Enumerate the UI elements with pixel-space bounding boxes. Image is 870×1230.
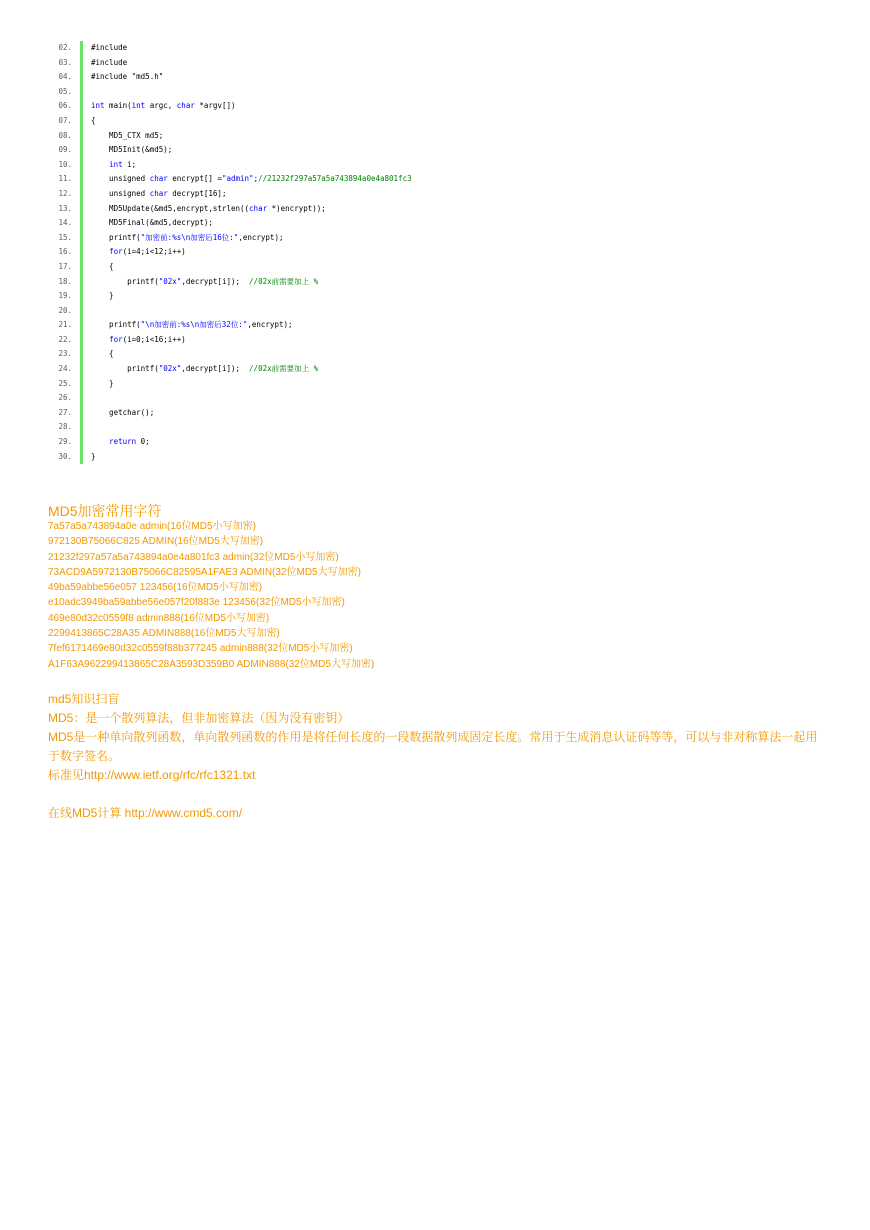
- code-token: #include: [91, 43, 128, 52]
- line-number: 13.: [58, 203, 72, 213]
- code-text: [91, 333, 186, 348]
- code-token: ,encrypt);: [247, 320, 293, 330]
- line-number: 24.: [58, 364, 72, 374]
- code-token: printf(: [91, 276, 159, 286]
- code-token: ;: [253, 174, 259, 184]
- code-line: [0, 420, 870, 435]
- code-keyword: int: [109, 159, 123, 169]
- gutter-bar: [80, 260, 83, 275]
- code-token: unsigned: [91, 188, 150, 198]
- gutter-bar: [80, 362, 83, 377]
- code-line: [0, 289, 870, 304]
- code-text: [91, 172, 412, 187]
- code-line: [0, 245, 870, 260]
- code-text: [91, 318, 293, 333]
- hash-entry: 2299413865C28A35 ADMIN888(16位MD5大写加密): [48, 628, 280, 640]
- hash-entry: 972130B75066C825 ADMIN(16位MD5大写加密): [48, 536, 264, 548]
- line-number: 06.: [58, 101, 72, 111]
- code-text: [91, 129, 163, 144]
- hash-entry: e10adc3949ba59abbe56e057f20f883e 123456(32位MD5小写加密): [48, 597, 345, 609]
- code-text: [91, 231, 283, 246]
- code-text: [91, 260, 114, 275]
- line-number: 10.: [58, 159, 72, 169]
- code-line: [0, 231, 870, 246]
- line-number: 23.: [58, 349, 72, 359]
- line-number: 05.: [58, 86, 72, 96]
- code-token: main(: [104, 101, 132, 111]
- code-token: MD5Update(&md5,encrypt,strlen((: [91, 203, 250, 213]
- code-token: printf(: [91, 320, 141, 330]
- line-number: 18.: [58, 276, 72, 286]
- gutter-bar: [80, 377, 83, 392]
- knowledge-line-description: MD5是一种单向散列函数，单向散列函数的作用是将任何长度的一段数据散列成固定长度。常用于生成消息认证码等等，可以与非对称算法一起用于数字签名。: [48, 730, 818, 763]
- line-number: 15.: [58, 232, 72, 242]
- code-keyword: char: [149, 188, 168, 198]
- line-number: 30.: [58, 451, 72, 461]
- code-keyword: int: [131, 101, 146, 111]
- code-token: MD5Final(&md5,decrypt);: [91, 218, 213, 228]
- code-text: [91, 114, 96, 129]
- gutter-bar: [80, 231, 83, 246]
- code-keyword: char: [149, 174, 168, 184]
- gutter-bar: [80, 70, 83, 85]
- code-line: [0, 362, 870, 377]
- gutter-bar: [80, 450, 83, 465]
- code-token: [91, 247, 109, 256]
- code-line: [0, 99, 870, 114]
- code-text: [91, 450, 96, 465]
- code-token: printf(: [91, 232, 141, 242]
- code-string: "加密前:%s\n加密后16位:": [140, 232, 239, 242]
- gutter-bar: [80, 41, 83, 56]
- code-token: }: [91, 451, 96, 461]
- code-line: [0, 275, 870, 290]
- code-line: [0, 435, 870, 450]
- code-token: encrypt[] =: [167, 174, 222, 184]
- code-comment: //21232f297a57a5a743894a0e4a801fc3: [258, 174, 412, 184]
- code-line: [0, 377, 870, 392]
- gutter-bar: [80, 129, 83, 144]
- line-number: 17.: [58, 261, 72, 271]
- hash-entry: 7fef6171469e80d32c0559f88b377245 admin888(32位MD5小写加密): [48, 643, 353, 655]
- gutter-bar: [80, 245, 83, 260]
- gutter-bar: [80, 187, 83, 202]
- code-text: [91, 41, 127, 56]
- code-string: "\n加密前:%s\n加密后32位:": [140, 320, 248, 330]
- code-line: [0, 333, 870, 348]
- code-line: [0, 450, 870, 465]
- gutter-bar: [80, 347, 83, 362]
- code-line: [0, 391, 870, 406]
- code-text: [91, 435, 150, 450]
- code-keyword: char: [249, 203, 268, 213]
- code-line: [0, 172, 870, 187]
- code-comment: //02x前需要加上 %: [249, 364, 319, 374]
- line-number: 04.: [58, 72, 72, 82]
- line-number: 19.: [58, 291, 72, 301]
- gutter-bar: [80, 289, 83, 304]
- code-text: [91, 289, 114, 304]
- code-line: [0, 260, 870, 275]
- code-line: [0, 70, 870, 85]
- code-line: [0, 187, 870, 202]
- code-token: ,encrypt);: [238, 232, 284, 242]
- code-token: [91, 160, 109, 169]
- knowledge-line-standard[interactable]: 标准见http://www.ietf.org/rfc/rfc1321.txt: [48, 768, 256, 782]
- section-title: MD5加密常用字符: [48, 503, 162, 519]
- line-number: 07.: [58, 115, 72, 125]
- code-token: unsigned: [91, 174, 150, 184]
- gutter-bar: [80, 420, 83, 435]
- line-number: 21.: [58, 320, 72, 330]
- code-token: #include "md5.h": [91, 72, 164, 82]
- code-token: *argv[]): [194, 101, 236, 111]
- gutter-bar: [80, 172, 83, 187]
- line-number: 26.: [58, 393, 72, 403]
- code-keyword: char: [176, 101, 195, 111]
- code-token: }: [91, 291, 114, 301]
- hash-entry: 7a57a5a743894a0e admin(16位MD5小写加密): [48, 521, 256, 532]
- gutter-bar: [80, 406, 83, 421]
- code-keyword: int: [91, 101, 105, 111]
- code-token: [91, 335, 109, 344]
- code-text: [91, 158, 136, 173]
- code-text: [91, 70, 163, 85]
- line-number: 16.: [58, 247, 72, 257]
- code-line: [0, 406, 870, 421]
- code-keyword: return: [109, 437, 137, 447]
- code-token: MD5_CTX md5;: [91, 130, 164, 140]
- code-token: (i=0;i<16;i++): [122, 334, 186, 344]
- gutter-bar: [80, 85, 83, 100]
- knowledge-title: md5知识扫盲: [48, 692, 120, 706]
- hash-list: [48, 519, 828, 672]
- code-token: i;: [122, 159, 137, 169]
- code-text: [91, 56, 127, 71]
- code-line: [0, 143, 870, 158]
- code-text: [91, 245, 186, 260]
- hash-entry: A1F63A962299413865C28A3593D359B0 ADMIN888(32位MD5大写加密): [48, 658, 375, 670]
- code-string: "admin": [221, 174, 254, 184]
- gutter-bar: [80, 143, 83, 158]
- code-token: {: [91, 115, 96, 125]
- hash-entry: 49ba59abbe56e057 123456(16位MD5小写加密): [48, 582, 263, 594]
- code-token: argc,: [145, 101, 177, 111]
- code-line: [0, 85, 870, 100]
- line-number: 27.: [58, 407, 72, 417]
- code-text: [91, 406, 154, 421]
- line-number: 14.: [58, 218, 72, 228]
- line-number: 29.: [58, 437, 72, 447]
- code-line: [0, 318, 870, 333]
- code-token: *)encrypt));: [267, 203, 326, 213]
- hash-entry: 469e80d32c0559f8 admin888(16位MD5小写加密): [48, 612, 270, 624]
- line-number: 09.: [58, 145, 72, 155]
- gutter-bar: [80, 333, 83, 348]
- gutter-bar: [80, 158, 83, 173]
- code-token: #include: [91, 57, 128, 67]
- line-number: 28.: [58, 422, 72, 432]
- code-string: "02x": [158, 364, 182, 374]
- code-line: [0, 114, 870, 129]
- code-token: {: [91, 261, 114, 271]
- code-line: [0, 129, 870, 144]
- line-number: 12.: [58, 188, 72, 198]
- online-md5-link[interactable]: 在线MD5计算 http://www.cmd5.com/: [48, 806, 243, 820]
- gutter-bar: [80, 318, 83, 333]
- line-number: 03.: [58, 57, 72, 67]
- code-string: "02x": [158, 276, 182, 286]
- code-line: [0, 216, 870, 231]
- line-number: 11.: [58, 174, 72, 184]
- code-comment: //02x前需要加上 %: [249, 276, 319, 286]
- gutter-bar: [80, 56, 83, 71]
- hash-entry: 21232f297a57a5a743894a0e4a801fc3 admin(32位MD5小写加密): [48, 551, 339, 563]
- code-text: [91, 377, 114, 392]
- code-token: ,decrypt[i]);: [181, 364, 250, 374]
- code-token: {: [91, 349, 114, 359]
- hash-entry: 73ACD9A5972130B75066C82595A1FAE3 ADMIN(32位MD5大写加密): [48, 566, 361, 578]
- knowledge-section: [48, 690, 823, 785]
- line-number: 20.: [58, 305, 72, 315]
- code-line: [0, 304, 870, 319]
- code-keyword: for: [109, 334, 123, 344]
- gutter-bar: [80, 275, 83, 290]
- code-token: MD5Init(&md5);: [91, 145, 173, 155]
- code-token: printf(: [91, 364, 159, 374]
- line-number: 25.: [58, 378, 72, 388]
- code-text: [91, 143, 172, 158]
- gutter-bar: [80, 114, 83, 129]
- code-text: [91, 187, 226, 202]
- code-line: [0, 202, 870, 217]
- code-keyword: for: [109, 247, 123, 257]
- gutter-bar: [80, 216, 83, 231]
- gutter-bar: [80, 435, 83, 450]
- code-text: [91, 99, 236, 114]
- line-number: 22.: [58, 334, 72, 344]
- code-token: getchar();: [91, 407, 155, 417]
- code-token: [91, 437, 109, 446]
- gutter-bar: [80, 304, 83, 319]
- code-token: (i=4;i<12;i++): [122, 247, 186, 257]
- code-token: }: [91, 378, 114, 388]
- line-number: 02.: [58, 43, 72, 52]
- line-number: 08.: [58, 130, 72, 140]
- code-line: [0, 56, 870, 71]
- code-text: [91, 202, 326, 217]
- code-text: [91, 275, 318, 290]
- code-token: ,decrypt[i]);: [181, 276, 250, 286]
- gutter-bar: [80, 391, 83, 406]
- code-text: [91, 216, 213, 231]
- gutter-bar: [80, 99, 83, 114]
- code-text: [91, 362, 318, 377]
- code-line: [0, 41, 870, 56]
- code-line: [0, 347, 870, 362]
- code-line: [0, 158, 870, 173]
- code-token: decrypt[16];: [167, 188, 227, 198]
- gutter-bar: [80, 202, 83, 217]
- code-listing: [0, 41, 870, 464]
- knowledge-line-definition: MD5：是一个散列算法，但非加密算法（因为没有密钥）: [48, 711, 350, 725]
- code-text: [91, 347, 114, 362]
- code-token: 0;: [136, 437, 150, 447]
